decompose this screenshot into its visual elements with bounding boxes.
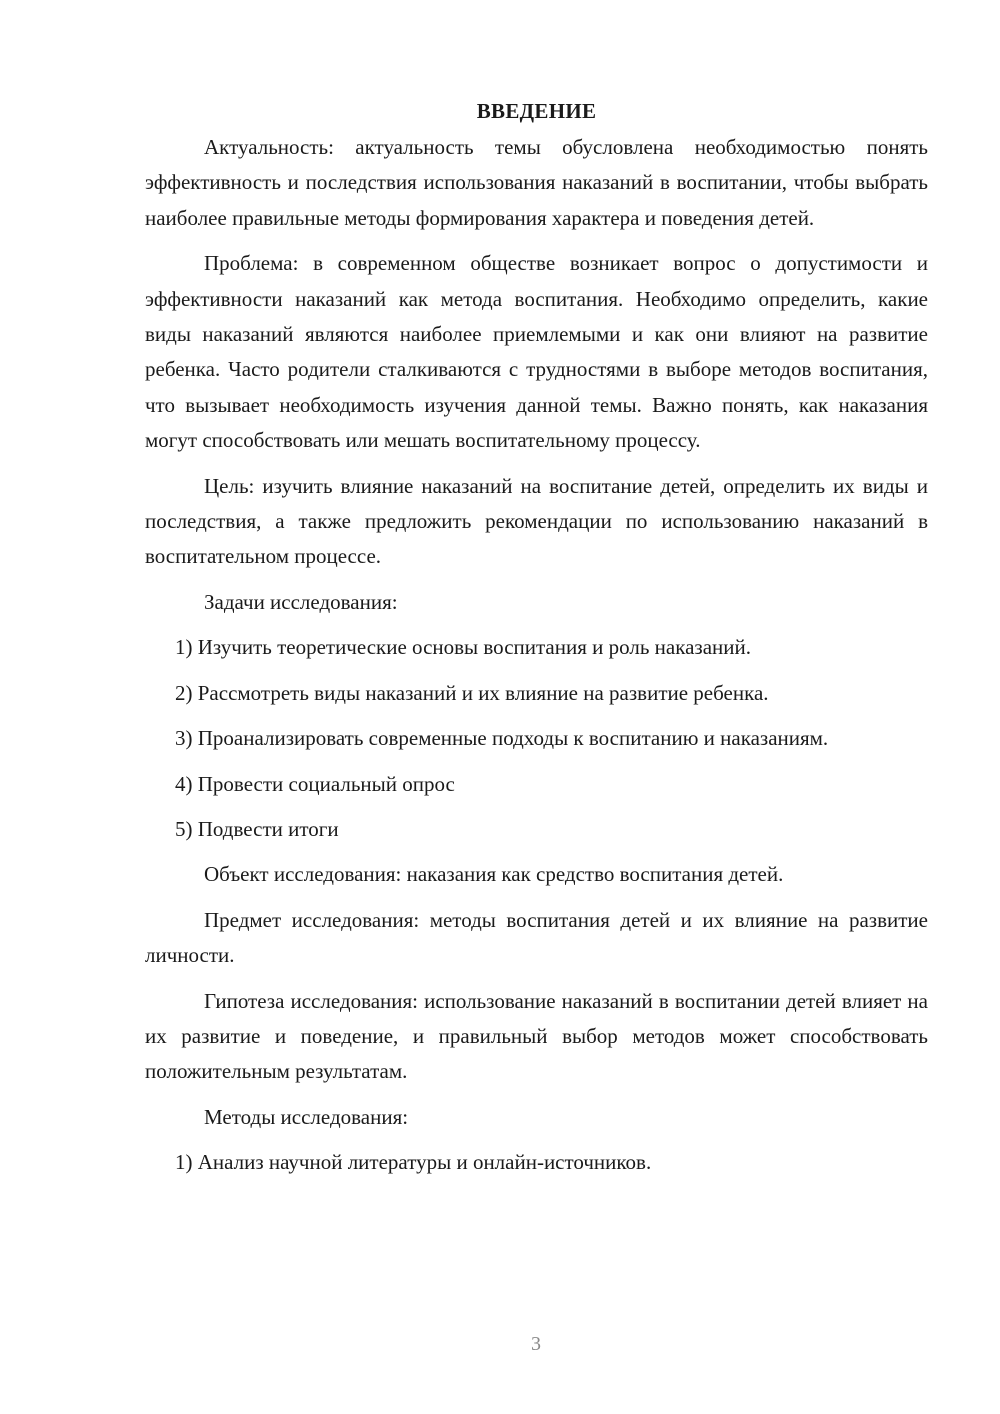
task-item-1: 1) Изучить теоретические основы воспитания и роль наказаний. <box>175 635 751 660</box>
page-content <box>145 94 928 1181</box>
subject-paragraph: Предмет исследования: методы воспитания детей и их влияние на развитие личности. <box>145 907 928 968</box>
relevance-paragraph: Актуальность: актуальность темы обусловлена необходимостью понять эффективность и последствия использования наказаний в воспитании, чтобы выбрать наиболее правильные методы формирования характера и поведения детей. <box>145 135 928 230</box>
object-paragraph: Объект исследования: наказания как средство воспитания детей. <box>204 862 784 887</box>
task-item-2: 2) Рассмотреть виды наказаний и их влияние на развитие ребенка. <box>175 680 769 705</box>
hypothesis-paragraph: Гипотеза исследования: использование наказаний в воспитании детей влияет на их развитие и поведение, и правильный выбор методов может способствовать положительным результатам. <box>145 988 928 1084</box>
page-number: 3 <box>531 1333 541 1355</box>
task-item-5: 5) Подвести итоги <box>175 816 339 841</box>
tasks-heading: Задачи исследования: <box>204 589 398 614</box>
goal-paragraph: Цель: изучить влияние наказаний на воспитание детей, определить их виды и последствия, а также предложить рекомендации по использованию наказаний в воспитательном процессе. <box>145 473 928 569</box>
task-item-3: 3) Проанализировать современные подходы к воспитанию и наказаниям. <box>175 726 829 751</box>
problem-paragraph: Проблема: в современном обществе возникает вопрос о допустимости и эффективности наказаний как метода воспитания. Необходимо определить, какие виды наказаний являются наиболее приемлемыми и как они влияют на развитие ребенка. Часто родители сталкиваются с трудностями в выборе методов воспитания, что вызывает необходимость изучения данной темы. Важно понять, как наказания могут способствовать или мешать воспитательному процессу. <box>145 251 928 453</box>
section-title: ВВЕДЕНИЕ <box>476 99 597 123</box>
method-item-1: 1) Анализ научной литературы и онлайн-источников. <box>175 1150 652 1175</box>
methods-heading: Методы исследования: <box>204 1104 409 1129</box>
task-item-4: 4) Провести социальный опрос <box>175 771 455 796</box>
